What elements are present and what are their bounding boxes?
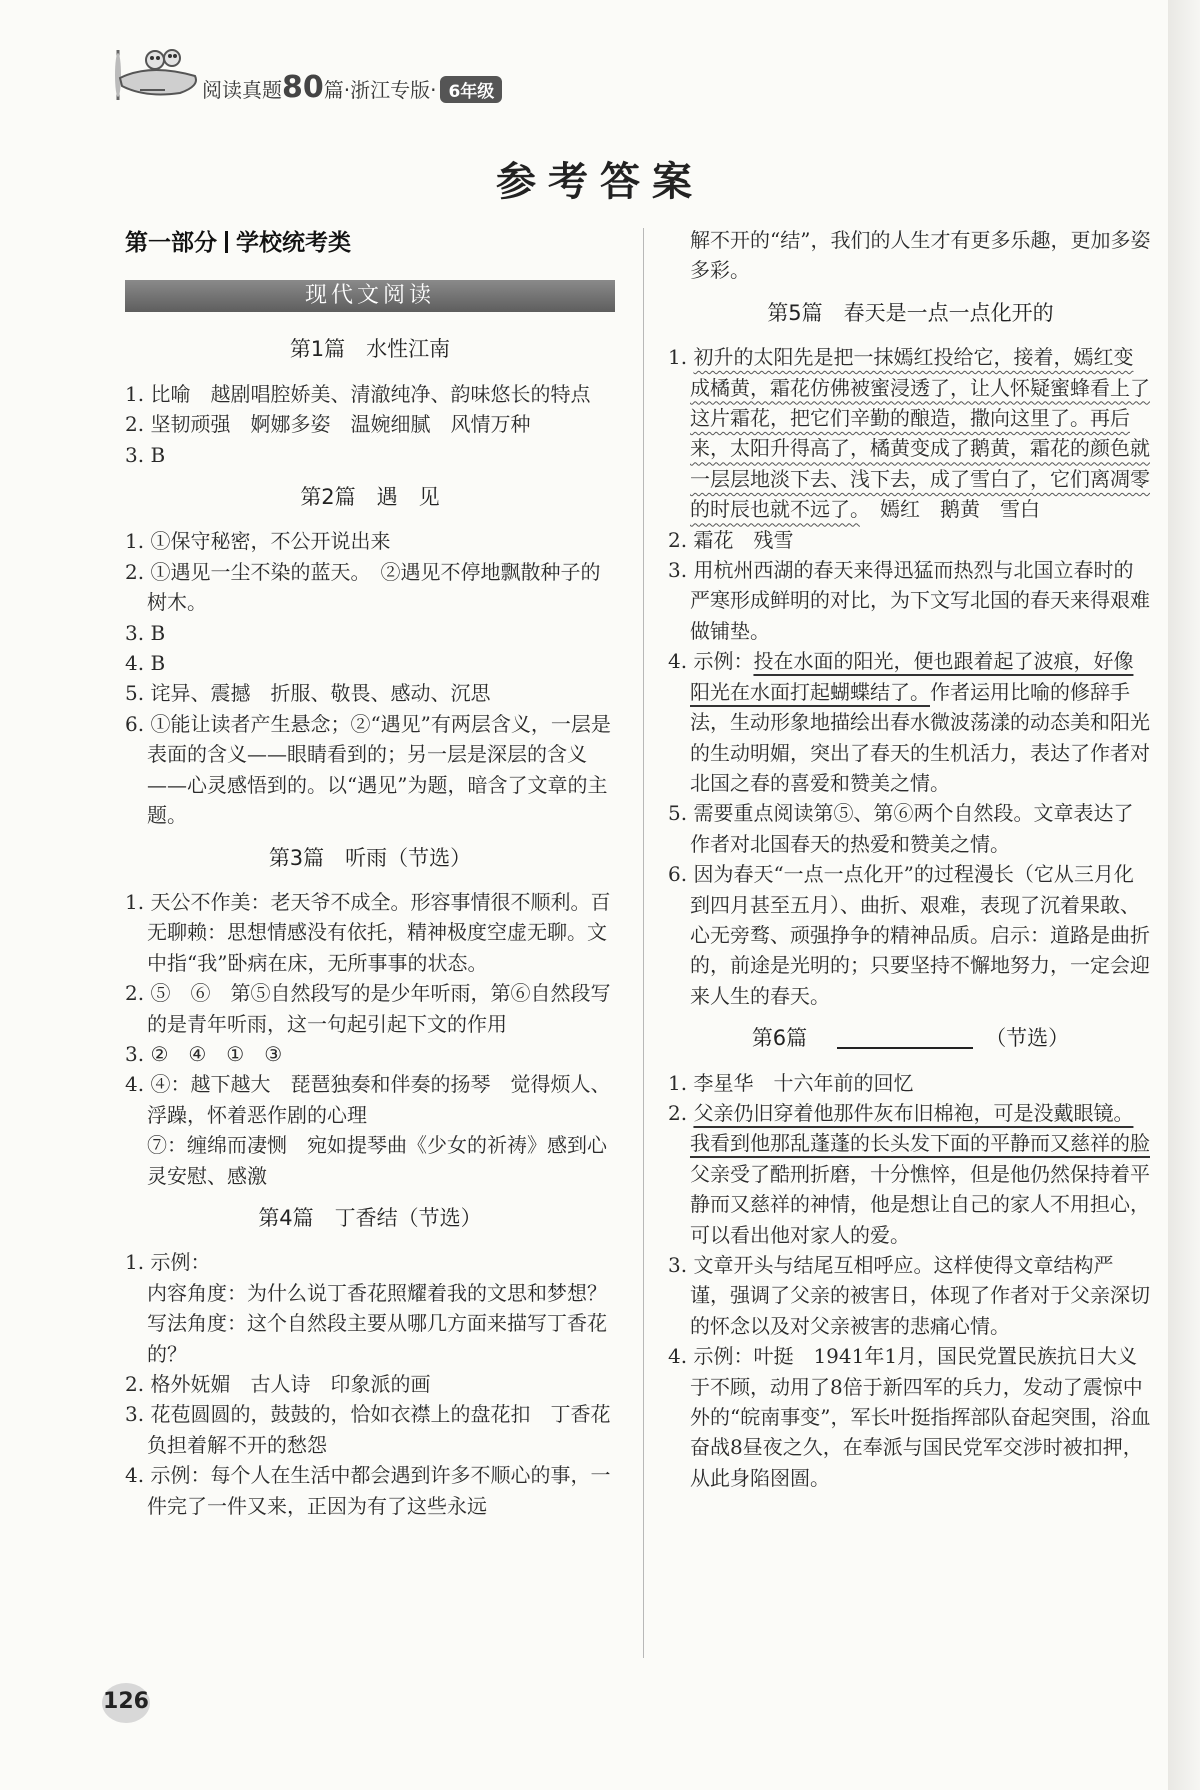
answer-item: 4. B	[125, 651, 166, 676]
category-band: 现代文阅读	[125, 280, 615, 312]
answer-item: 1. 天公不作美：老天爷不成全。形容事情很不顺利。百无聊赖：思想情感没有依托，精神极度空虚无聊。文中指“我”卧病在床，无所事事的状态。	[125, 889, 611, 975]
section-title: 第2篇 遇 见	[300, 485, 440, 510]
answer-item: 3. B	[125, 620, 166, 645]
answer-item: 5. 需要重点阅读第⑤、第⑥两个自然段。文章表达了作者对北国春天的热爱和赞美之情。	[668, 801, 1134, 856]
answer-text: 示例：	[693, 649, 754, 674]
answer-item: 6. ①能让读者产生悬念；②“遇见”有两层含义，一层是表面的含义——眼睛看到的；另一层是深层的含义——心灵感悟到的。以“遇见”为题，暗含了文章的主题。	[125, 711, 611, 828]
left-column	[125, 225, 615, 1521]
answer-item: 1. 初升的太阳先是把一抹嫣红投给它，接着，嫣红变成橘黄，霜花仿佛被蜜浸透了，让人怀疑蜜蜂看上了这片霜花，把它们辛勤的酿造，撒向这里了。再后来，太阳升得高了，橘黄变成了鹅黄，霜花的颜色就一层层地淡下去、浅下去，成了雪白了，它们离凋零的时辰也就不远了。 嫣红 鹅黄 雪白	[668, 345, 1150, 522]
answer-text: 父亲受了酷刑折磨，十分憔悴，但是他仍然保持着平静而又慈祥的神情，他是想让自己的家人不用担心，可以看出他对家人的爱。	[690, 1131, 1170, 1247]
answer-item: 3. ② ④ ① ③	[125, 1041, 283, 1066]
answer-item: 3. 文章开头与结尾互相呼应。这样使得文章结构严谨，强调了父亲的被害日，体现了作者对于父亲深切的怀念以及对父亲被害的悲痛心情。	[668, 1253, 1150, 1338]
page-edge	[1168, 0, 1200, 1790]
section-title: 第4篇 丁香结（节选）	[258, 1205, 482, 1230]
answer-item: 6. 因为春天“一点一点化开”的过程漫长（它从三月化到四月甚至五月）、曲折、艰难，表现了沉着果敢、心无旁骛、顽强挣争的精神品质。启示：道路是曲折的，前途是光明的；只要坚持不懈地努力，一定会迎来人生的春天。	[668, 862, 1150, 1008]
page-title: 参考答案	[496, 158, 704, 205]
answer-item: 2. 格外妩媚 古人诗 印象派的画	[125, 1372, 431, 1396]
section-suffix: （节选）	[985, 1026, 1070, 1051]
answer-item: 1. 李星华 十六年前的回忆	[668, 1070, 914, 1095]
quoted-passage: 父亲仍旧穿着他那件灰布旧棉袍，可是没戴眼镜。我看到他那乱蓬蓬的长头发下面的平静而又慈祥的脸	[690, 1100, 1150, 1156]
series-suffix: 篇	[323, 78, 344, 102]
grade-badge: 6年级	[440, 76, 502, 103]
answer-item: 5. 诧异、震撼 折服、敬畏、感动、沉思	[125, 681, 491, 706]
answer-item: 2. ⑤ ⑥ 第⑤自然段写的是少年听雨，第⑥自然段写的是青年听雨，这一句起引起下文的作用	[125, 981, 611, 1036]
book-header	[110, 38, 710, 108]
answer-continuation: 解不开的“结”，我们的人生才有更多乐趣，更加多姿多彩。	[690, 228, 1151, 283]
book-title	[202, 70, 502, 105]
answer-item: 1. 示例：	[125, 1250, 211, 1275]
series-name: 阅读真题	[202, 78, 282, 102]
section-title: 第3篇 听雨（节选）	[268, 845, 472, 870]
page-number-text: 126	[103, 1689, 149, 1714]
answer-text: 作者运用比喻的修辞手法，生动形象地描绘出春水微波荡漾的动态美和阳光的生动明媚，突出了春天的生机活力，表达了作者对北国之春的喜爱和赞美之情。	[690, 679, 1150, 795]
answer-item: 1. ①保守秘密，不公开说出来	[125, 529, 391, 554]
section-title: 第1篇 水性江南	[289, 337, 451, 362]
answer-item: 2. 坚韧顽强 婀娜多姿 温婉细腻 风情万种	[125, 412, 531, 437]
answer-item: 3. 用杭州西湖的春天来得迅猛而热烈与北国立春时的严寒形成鲜明的对比，为下文写北国的春天来得艰难做铺垫。	[668, 558, 1150, 643]
answer-item: 1. 比喻 越剧唱腔娇美、清澈纯净、韵味悠长的特点	[125, 381, 591, 406]
right-column	[668, 225, 1170, 1493]
series-number: 80	[282, 70, 324, 105]
title-blank	[837, 1025, 973, 1049]
part-number: 第一部分	[125, 230, 217, 256]
answer-item: 写法角度：这个自然段主要从哪几方面来描写丁香花的？	[147, 1311, 607, 1366]
section-number: 第6篇	[751, 1026, 808, 1051]
answer-item: 3. B	[125, 442, 166, 467]
quoted-passage: 初升的太阳先是把一抹嫣红投给它，接着，嫣红变成橘黄，霜花仿佛被蜜浸透了，让人怀疑蜜蜂看上了这片霜花，把它们辛勤的酿造，撒向这里了。再后来，太阳升得高了，橘黄变成了鹅黄，霜花的颜色就一层层地淡下去、浅下去，成了雪白了，它们离凋零的时辰也就不远了。	[690, 345, 1150, 522]
section-title: 第5篇 春天是一点一点化开的	[767, 300, 1054, 325]
answer-item: 4. 示例：叶挺 1941年1月，国民党置民族抗日大义于不顾，动用了8倍于新四军的兵力，发动了震惊中外的“皖南事变”，军长叶挺指挥部队奋起突围，浴血奋战8昼夜之久，在奉派与国民党军交涉时被扣押，从此身陷囹圄。	[668, 1344, 1151, 1490]
quoted-passage: 投在水面的阳光，便也跟着起了波痕，好像阳光在水面打起蝴蝶结了。	[690, 649, 1134, 704]
answer-item: 2. 霜花 残雪	[668, 527, 794, 552]
answer-item: 2. 父亲仍旧穿着他那件灰布旧棉袍，可是没戴眼镜。我看到他那乱蓬蓬的长头发下面的平静而又慈祥的脸 父亲受了酷刑折磨，十分憔悴，但是他仍然保持着平静而又慈祥的神情，他是想让自己的家人不用担心，可以看出他对家人的爱。	[668, 1100, 1170, 1247]
answer-item: ⑦：缠绵而凄恻 宛如提琴曲《少女的祈祷》感到心灵安慰、感激	[147, 1133, 607, 1188]
cartoon-plane-icon	[110, 38, 210, 108]
section-title	[668, 1023, 1153, 1053]
answer-item: 内容角度：为什么说丁香花照耀着我的文思和梦想？	[147, 1280, 607, 1305]
column-divider	[643, 228, 644, 1658]
part-heading	[125, 228, 615, 258]
answer-item: 4. ④：越下越大 琵琶独奏和伴奏的扬琴 觉得烦人、浮躁，怀着恶作剧的心理	[125, 1072, 611, 1127]
region-label: ·浙江专版·	[343, 78, 437, 102]
answer-item: 2. ①遇见一尘不染的蓝天。 ②遇见不停地飘散种子的树木。	[125, 559, 601, 615]
part-separator	[225, 231, 228, 253]
part-name: 学校统考类	[236, 230, 351, 256]
answer-item: 3. 花苞圆圆的，鼓鼓的，恰如衣襟上的盘花扣 丁香花负担着解不开的愁怨	[125, 1402, 611, 1457]
page-number	[100, 1683, 152, 1723]
answer-text: 嫣红 鹅黄 雪白	[860, 497, 1040, 522]
answer-item: 4. 示例：投在水面的阳光，便也跟着起了波痕，好像阳光在水面打起蝴蝶结了。作者运用比喻的修辞手法，生动形象地描绘出春水微波荡漾的动态美和阳光的生动明媚，突出了春天的生机活力，表达了作者对北国之春的喜爱和赞美之情。	[668, 649, 1150, 795]
answer-item: 4. 示例：每个人在生活中都会遇到许多不顺心的事，一件完了一件又来，正因为有了这些永远	[125, 1463, 611, 1518]
